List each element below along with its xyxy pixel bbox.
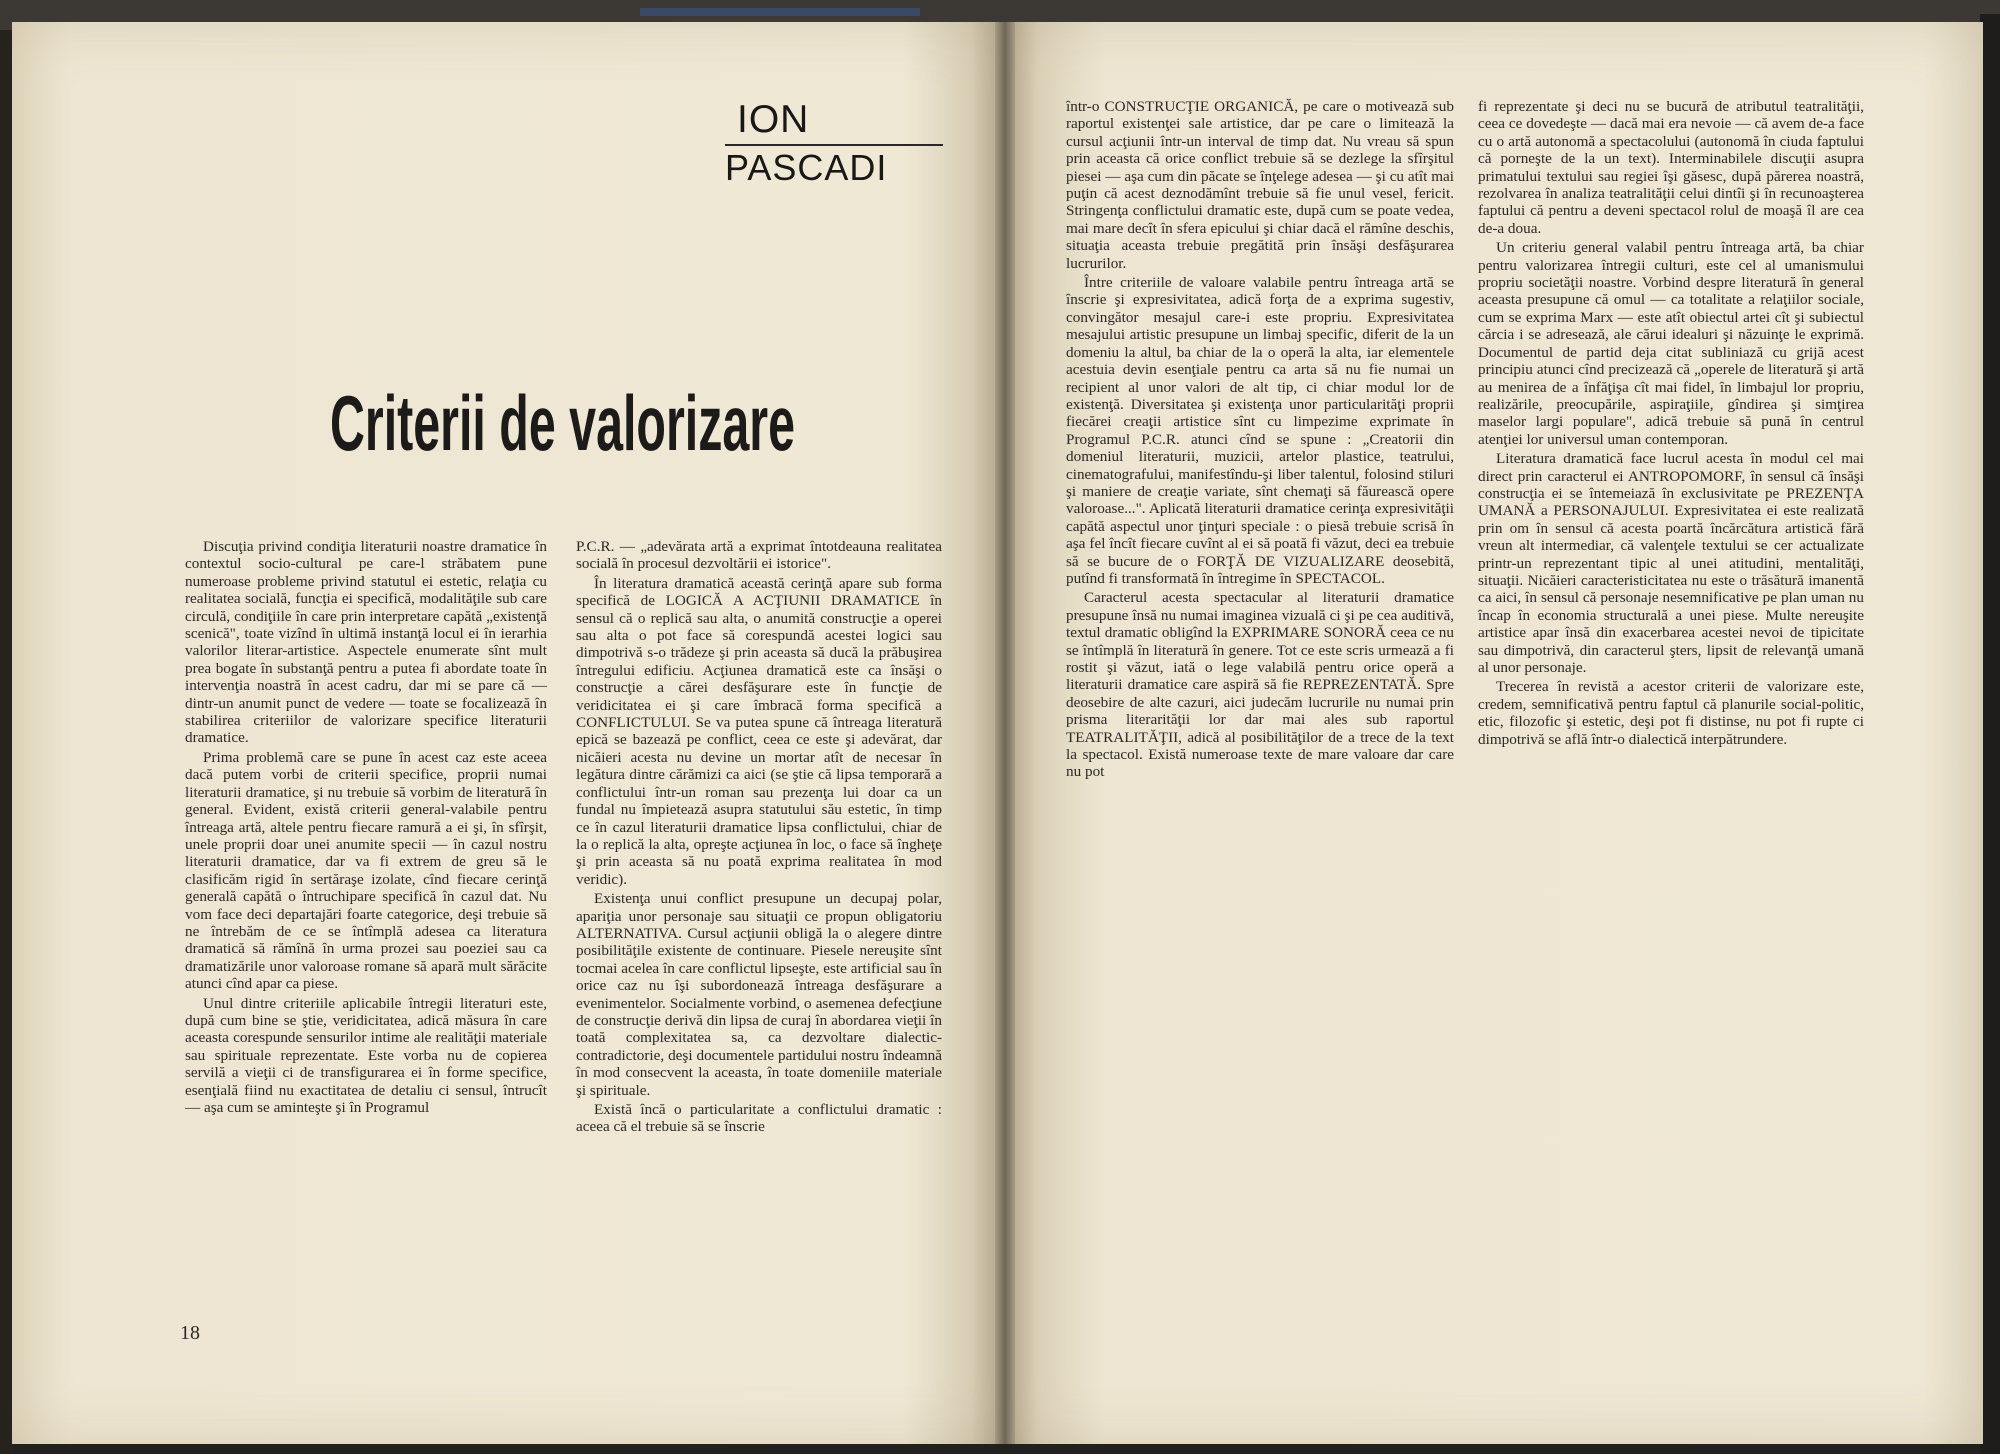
text-column-2 xyxy=(576,538,942,1138)
page-number: 18 xyxy=(180,1322,200,1344)
author-divider xyxy=(725,144,943,146)
book-gutter xyxy=(995,22,1015,1444)
paragraph: fi reprezentate şi deci nu se bucură de atributul teatralităţii, ceea ce dovedeşte — dacă mai era nevoie — că avem de-a face cu o artă autonomă a spectacolului (autonomă în ciuda faptului că porneşte de la un text). Interminabilele discuţii asupra primatului textului sau regiei îşi găsesc, după părerea noastră, rezolvarea în analiza teatralităţii celui dintîi şi în recunoaşterea faptului că pentru a deveni spectacol rolul de moaşă îl are cea de-a doua. xyxy=(1478,98,1864,237)
paragraph: Discuţia privind condiţia literaturii noastre dramatice în contextul socio-cultural pe care-l străbatem pune numeroase probleme privind statutul ei estetic, relaţia cu realitatea socială, funcţia ei specifică, modalităţile sub care circulă, condiţiile în care prin interpretare capătă „existenţă scenică", toate vizînd în ultimă instanţă locul ei în ierarhia valorilor literar-artistice. Aspectele enumerate sînt mult prea bogate în substanţă pentru a putea fi abordate toate în intervenţia noastră în acest cadru, dar mi se pare că — dintr-un anumit punct de vedere — toate se focalizează în stabilirea criteriilor de valorizare specifice literaturii dramatice. xyxy=(185,538,547,747)
text-column-3 xyxy=(1066,98,1454,783)
author-last-name: PASCADI xyxy=(725,147,888,188)
paragraph: într-o CONSTRUCŢIE ORGANICĂ, pe care o motivează sub raportul existenţei sale artistice, dar pe care o limitează la cursul acţiunii într-un interval de timp dat. Nu vreau să spun prin aceasta că orice conflict trebuie să se dezlege la sfîrşitul piesei — aşa cum din păcate se înţelege adesea — şi cu atît mai puţin că acest deznodămînt trebuie să fie unul vesel, fericit. Stringenţa conflictului dramatic este, după cum se poate vedea, mai mare decît în sfera epicului şi chiar dacă el rămîne deschis, situaţia aceasta trebuie pregătită prin însăşi desfăşurarea lucrurilor. xyxy=(1066,98,1454,272)
paragraph: Un criteriu general valabil pentru întreaga artă, ba chiar pentru valorizarea întregii culturi, este cel al umanismului propriu societăţii noastre. Vorbind despre literatură în general aceasta presupune că omul — ca totalitate a relaţiilor sociale, cum se exprima Marx — este atît obiectul artei cît şi subiectul cărcia i se adresează, ale cărui idealuri şi năzuinţe le exprimă. Documentul de partid deja citat subliniază cu grijă acest principiu atunci cînd precizează că „operele de literatură şi artă au menirea de a înfăţişa cît mai fidel, în limbajul lor propriu, realizările, preocupările, aspiraţiile, gîndirea şi simţirea maselor largi populare", adică trebuie să pună în centrul atenţiei lor universul uman contemporan. xyxy=(1478,239,1864,448)
paragraph: Literatura dramatică face lucrul acesta în modul cel mai direct prin caracterul ei ANTROPOMORF, în sensul că însăşi construcţia ei se întemeiază în exclusivitate pe PREZENŢA UMANĂ a PERSONAJULUI. Expresivitatea ei este realizată prin om în sensul că acesta poartă încărcătura artistică fără vreun alt intermediar, că valenţele textului se cer actualizate printr-un reprezentant tipic al unei atitudini, mentalităţi, situaţii. Nicăieri caracteristicitatea nu este o trăsătură imanentă ca aici, în sensul că personaje nesemnificative pe plan uman nu încap în economia structurală a unei piese. Multe nereuşite artistice apar însă din exacerbarea acestei nevoi de tipicitate sau dimpotrivă, din caracterul şters, lipsit de relevanţă umană al unor personaje. xyxy=(1478,450,1864,676)
author-name xyxy=(725,98,943,188)
paragraph: Existenţa unui conflict presupune un decupaj polar, apariţia unor personaje sau situaţii ce propun obligatoriu ALTERNATIVA. Cursul acţiunii obligă la o alegere dintre posibilităţile existente de continuare. Piesele nereuşite sînt tocmai acelea în care conflictul lipseşte, este artificial sau în orice caz nu îşi subordonează întreaga desfăşurare a evenimentelor. Socialmente vorbind, o asemenea defecţiune de construcţie derivă din lipsa de curaj în abordarea vieţii în toată complexitatea sa, ca dezvoltare dialectic-contradictorie, deşi documentele partidului nostru îndeamnă în mod consecvent la aceasta, în toate domeniile materiale şi spirituale. xyxy=(576,890,942,1099)
paragraph: Există încă o particularitate a conflictului dramatic : aceea că el trebuie să se înscrie xyxy=(576,1101,942,1136)
paragraph: În literatura dramatică această cerinţă apare sub forma specifică de LOGICĂ A ACŢIUNII DRAMATICE în sensul că o replică sau alta, o anumită construcţie a operei sau alta o pot face să corespundă acestei logici sau dimpotrivă s-o trădeze şi prin aceasta să ducă la prăbuşirea întregului edificiu. Acţiunea dramatică este ca însăşi o construcţie a cărei desfăşurare este în funcţie de veridicitatea ei şi care îmbracă forma specifică a CONFLICTULUI. Se va putea spune că întreaga literatură epică se bazează pe conflict, ceea ce este şi adevărat, dar nicăieri acesta nu devine un mortar atît de necesar în legătura dintre cărămizi ca aici (se ştie că lipsa temporară a conflictului într-un roman sau prezenţa lui doar ca un fundal nu împietează asupra statutului său estetic, în timp ce în cazul literaturii dramatice lipsa conflictului, chiar de la o replică la alta, opreşte acţiunea în loc, o face să îngheţe şi prin aceasta să nu poată exprima realitatea în mod veridic). xyxy=(576,574,942,888)
binding-top-strip xyxy=(640,8,920,16)
text-column-4 xyxy=(1478,98,1864,750)
paragraph: Trecerea în revistă a acestor criterii de valorizare este, credem, semnificativă pentru faptul că planurile social-politic, etic, filozofic şi estetic, deşi pot fi distinse, nu pot fi rupte ci dimpotrivă se află într-o dialectică interpătrundere. xyxy=(1478,678,1864,748)
author-first-name: ION xyxy=(737,98,810,141)
binding-edge-right xyxy=(1980,14,2000,1454)
text-column-1 xyxy=(185,538,547,1118)
paragraph: Unul dintre criteriile aplicabile întregii literaturi este, după cum bine se ştie, veridicitatea, adică măsura în care aceasta corespunde sensurilor intime ale realităţii materiale sau spirituale reprezentate. Este vorba nu de copierea servilă a vieţii ci de transfigurarea ei în forme specifice, esenţială fiind nu exactitatea de detaliu ci sensul, întrucît — aşa cum se aminteşte şi în Programul xyxy=(185,994,547,1116)
article-title: Criterii de valorizare xyxy=(330,379,795,467)
paragraph: Între criteriile de valoare valabile pentru întreaga artă se înscrie şi expresivitatea, adică forţa de a exprima sugestiv, convingător mesajul care-i este propriu. Expresivitatea mesajului artistic presupune un limbaj specific, diferit de la un domeniu la altul, ba chiar de la o operă la alta, iar elementele acestuia devin esenţiale pentru ca arta să nu fie numai un recipient al unor valori de alt tip, ci chiar modul lor de existenţă. Diversitatea şi existenţa unor particularităţi proprii fiecărei creaţii artistice sînt cu limpezime exprimate în Programul P.C.R. atunci cînd se spune : „Creatorii din domeniul literaturii, muzicii, artelor plastice, teatrului, cinematografului, manifestîndu-şi liber talentul, folosind stiluri şi maniere de creaţie variate, sînt chemaţi să făurească opere valoroase...". Aplicată literaturii dramatice cerinţa expresivităţii capătă aspectul unor ţinţuri speciale : o piesă trebuie scrisă în aşa fel încît fiecare cuvînt al ei să poată fi văzut, deci ea trebuie să se bucure de o FORŢĂ DE VIZUALIZARE deosebită, putînd fi transformată în întregime în SPECTACOL. xyxy=(1066,274,1454,587)
paragraph: Prima problemă care se pune în acest caz este aceea dacă putem vorbi de criterii specifice, proprii numai literaturii dramatice, şi nu trebuie să vorbim de literatură în general. Evident, există criterii general-valabile pentru întreaga artă, altele pentru fiecare ramură a ei şi, în sfîrşit, unele proprii doar unei anumite specii — în cazul nostru literaturii dramatice, dar va fi extrem de greu să le clasificăm rigid în sertăraşe izolate, cînd fiecare cerinţă generală capătă o întruchipare specifică în cazul dat. Nu vom face deci departajări foarte categorice, deşi trebuie să ne întrebăm de ce se întîmplă adesea ca literatura dramatică să rămînă în urma prozei sau poeziei sau ca dramatizările unor valoroase romane să apară mult sărăcite atunci cînd apar ca piese. xyxy=(185,748,547,993)
paragraph: Caracterul acesta spectacular al literaturii dramatice presupune însă nu numai imaginea vizuală ci şi pe cea auditivă, textul dramatic obligînd la EXPRIMARE SONORĂ ceea ce nu se întîmplă în literatură în genere. Tot ce este scris urmează a fi rostit şi văzut, iată o lege valabilă pentru orice operă a literaturii dramatice care aspiră să fie REPREZENTATĂ. Spre deosebire de alte cazuri, aici judecăm lucrurile nu numai prin prisma literarităţii lor dar mai ales sub raportul TEATRALITĂŢII, adică al posibilităţilor de a trece de la text la spectacol. Există numeroase texte de mare valoare dar care nu pot xyxy=(1066,589,1454,781)
paragraph: P.C.R. — „adevărata artă a exprimat întotdeauna realitatea socială în procesul dezvoltării ei istorice". xyxy=(576,538,942,573)
